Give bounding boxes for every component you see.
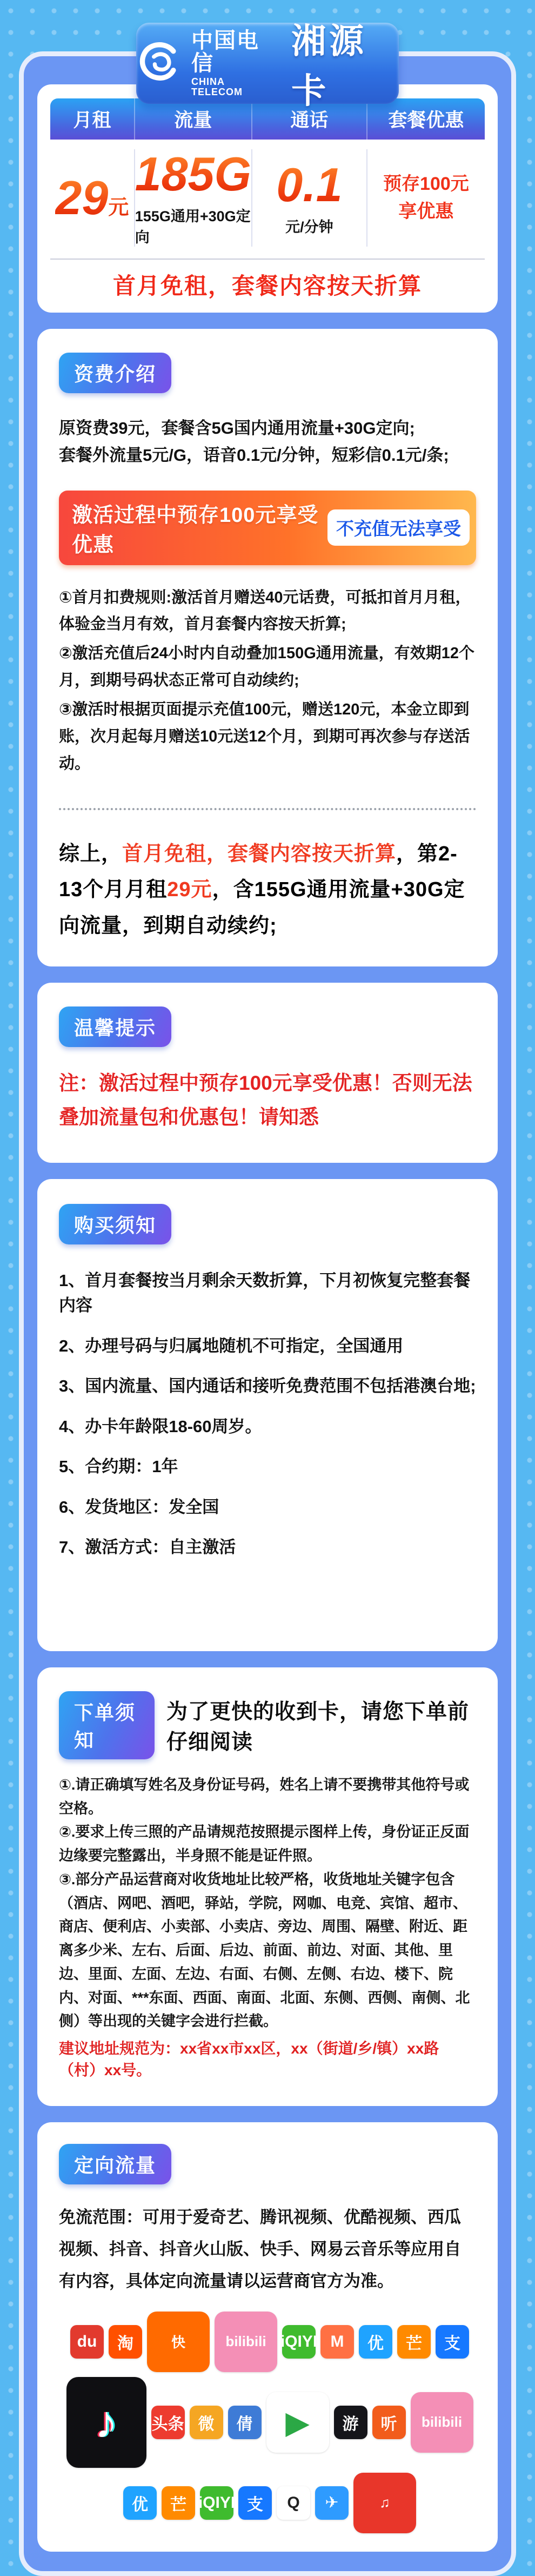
- main-container: [19, 51, 516, 2576]
- rule-item: ②激活充值后24小时内自动叠加150G通用流量，有效期12个月，到期号码状态正常可自动续约;: [59, 645, 475, 690]
- order-para: ③.部分产品运营商对收货地址比较严格，收货地址关键字包含（酒店、网吧、酒吧，驿站，学院，网咖、电竞、宾馆、超市、商店、便利店、小卖部、小卖店、旁边、周围、隔壁、附近、距离多少米、左右、后面、后边、前面、前边、对面、其他、里边、里面、左面、左边、右面、右侧、左侧、右边、楼下、院内、对面、***东面、西面、南面、北面、东侧、西侧、南侧、北侧）等出现的关键字会进行拦截。: [59, 1871, 470, 2030]
- order-para: ①.请正确填写姓名及身份证号码，姓名上请不要携带其他符号或空格。: [59, 1776, 470, 1817]
- plan-header-offer: 套餐优惠: [388, 110, 464, 131]
- plan-table-header: [50, 98, 485, 140]
- activation-banner-text: 激活过程中预存100元享受优惠: [72, 504, 319, 557]
- toutiao-icon: 头条: [151, 2406, 185, 2439]
- game-icon: 游: [334, 2406, 367, 2439]
- header-brand-badge: [136, 22, 399, 110]
- tips-section-badge: 温馨提示: [59, 1006, 171, 1047]
- douyin-icon: ♪: [66, 2377, 146, 2468]
- no-recharge-tag: 不充值无法享受: [327, 509, 470, 546]
- changting-icon: 听: [372, 2406, 406, 2439]
- tips-note: 注：激活过程中预存100元享受优惠！否则无法叠加流量包和优惠包！请知悉: [59, 1072, 472, 1129]
- data-value: 185G: [135, 147, 251, 201]
- directed-section-badge: 定向流量: [59, 2144, 171, 2184]
- tencent-video-icon: ▶: [266, 2392, 329, 2453]
- kuaishou-icon: 快: [147, 2312, 210, 2372]
- purchase-item: 7、激活方式：自主激活: [59, 1538, 236, 1557]
- order-title: 为了更快的收到卡，请您下单前仔细阅读: [166, 1700, 469, 1754]
- order-card: [37, 1667, 498, 2106]
- plan-card: [37, 84, 498, 313]
- purchase-section-badge: 购买须知: [59, 1204, 171, 1244]
- activation-rules: [59, 585, 476, 778]
- summary-highlight: 首月免租，套餐内容按天折算: [122, 842, 397, 865]
- purchase-item: 2、办理号码与归属地随机不可指定，全国通用: [59, 1336, 404, 1355]
- tariff-card: [37, 329, 498, 966]
- migu-video-icon: M: [320, 2325, 354, 2359]
- purchase-item: 3、国内流量、国内通话和接听免费范围不包括港澳台地;: [59, 1376, 476, 1396]
- plan-summary: 综上，首月免租，套餐内容按天折算，第2-13个月月租29元，含155G通用流量+30G定向流量，到期自动续约;: [59, 842, 465, 937]
- purchase-item: 6、发货地区：发全国: [59, 1497, 219, 1517]
- taobao-icon: 淘: [109, 2325, 142, 2359]
- mgtv-icon: 芒: [397, 2325, 431, 2359]
- brand-wordmark: [191, 29, 277, 97]
- call-sub-label: 元/分钟: [285, 218, 333, 235]
- alipay-icon: 支: [436, 2325, 469, 2359]
- tariff-line: 原资费39元，套餐含5G国内通用流量+30G定向;: [59, 419, 415, 438]
- bilibili-icon: bilibili: [215, 2312, 277, 2372]
- plan-cell-data: [135, 149, 252, 247]
- directed-card: [37, 2122, 498, 2552]
- tips-card: [37, 983, 498, 1163]
- app-collage: [59, 2312, 480, 2533]
- tariff-section-badge: 资费介绍: [59, 353, 171, 393]
- order-para: ②.要求上传三照的产品请规范按照提示图样上传，身份证正反面边缘要完整露出，半身照不能是证件照。: [59, 1824, 470, 1864]
- purchase-item: 4、办卡年龄限18-60周岁。: [59, 1416, 262, 1436]
- directed-description: 免流范围：可用于爱奇艺、腾讯视频、优酷视频、西瓜视频、抖音、抖音火山版、快手、网易云音乐等应用自有内容，具体定向流量请以运营商官方为准。: [59, 2208, 461, 2290]
- data-sub-label: 155G通用+30G定向: [135, 208, 251, 246]
- tariff-line: 套餐外流量5元/G，语音0.1元/分钟，短彩信0.1元/条;: [59, 445, 449, 465]
- rule-item: ③激活时根据页面提示充值100元，赠送120元，本金立即到账，次月起每月赠送10元送12个月，到期可再次参与存送活动。: [59, 701, 470, 772]
- youku-icon: 优: [359, 2325, 392, 2359]
- plan-footer-note: 首月免租，套餐内容按天折算: [50, 259, 485, 305]
- plan-cell-offer: [367, 149, 485, 247]
- order-section-badge: 下单须知: [59, 1691, 155, 1759]
- offer-line-2: 享优惠: [398, 201, 454, 222]
- rule-item: ①首月扣费规则:激活首月赠送40元话费，可抵扣首月月租，体验金当月有效，首月套餐内容按天折算;: [59, 588, 471, 633]
- activation-banner: [59, 491, 476, 565]
- purchase-item: 1、首月套餐按当月剩余天数折算，下月初恢复完整套餐内容: [59, 1270, 471, 1315]
- purchase-item: 5、合约期：1年: [59, 1457, 178, 1476]
- summary-price: 29元: [167, 878, 212, 902]
- plan-cell-call: [252, 149, 367, 247]
- address-format-tip: 建议地址规范为：xx省xx市xx区，xx（街道/乡/镇）xx路（村）xx号。: [59, 2040, 439, 2079]
- brand-name-cn: 中国电信: [191, 29, 259, 76]
- baidu-map-icon: du: [70, 2325, 104, 2359]
- offer-line-1: 预存100元: [383, 174, 469, 195]
- qq-icon: Q: [277, 2486, 310, 2520]
- iqiyi-icon: iQIYI: [282, 2325, 316, 2359]
- dotted-divider: [59, 808, 476, 810]
- plan-cell-monthly-fee: [50, 149, 135, 247]
- plan-header-call: 通话: [252, 98, 367, 140]
- qiannv-icon: 倩: [228, 2406, 262, 2439]
- plan-header-monthly-fee: 月租: [50, 98, 135, 140]
- bilibili-2-icon: bilibili: [411, 2392, 473, 2453]
- product-name: 湘源卡: [291, 22, 367, 110]
- alipay-2-icon: 支: [238, 2486, 272, 2520]
- youku-2-icon: 优: [123, 2486, 157, 2520]
- tariff-lines: [59, 415, 476, 468]
- order-paragraphs: [59, 1773, 476, 2034]
- purchase-list: [59, 1268, 476, 1560]
- order-card-header: [59, 1691, 476, 1759]
- purchase-card: [37, 1179, 498, 1651]
- monthly-fee-value: 29元: [55, 171, 129, 224]
- netease-music-icon: ♫: [353, 2473, 416, 2533]
- weibo-icon: 微: [190, 2406, 223, 2439]
- plan-header-data: 流量: [135, 98, 252, 140]
- iqiyi-2-icon: iQIYI: [200, 2486, 233, 2520]
- china-telecom-logo-icon: [136, 40, 183, 87]
- dingtalk-icon: ✈: [315, 2486, 349, 2520]
- mgtv-2-icon: 芒: [162, 2486, 195, 2520]
- call-value: 0.1: [276, 157, 343, 211]
- plan-table-values: [50, 140, 485, 259]
- brand-name-en: CHINA TELECOM: [191, 76, 243, 97]
